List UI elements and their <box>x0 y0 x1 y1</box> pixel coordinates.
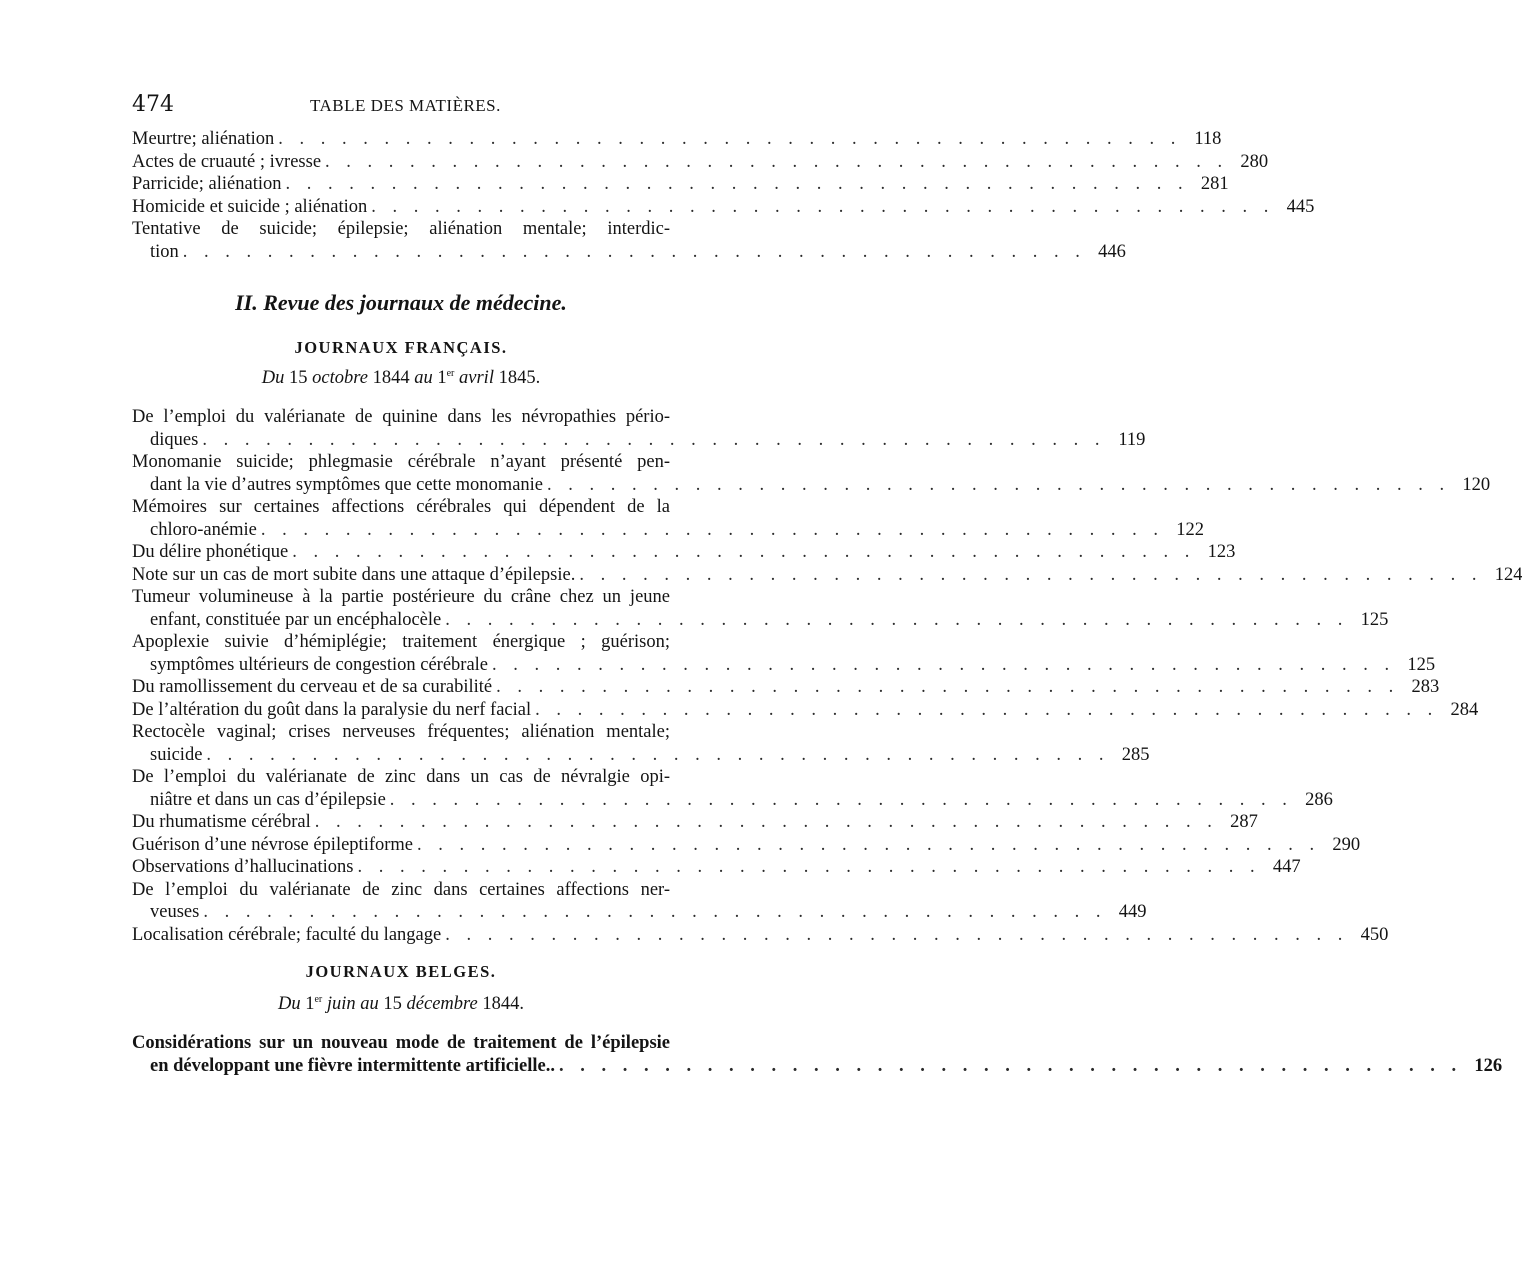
toc-entry-text: dant la vie d’autres symptômes que cette monomanie <box>150 474 544 495</box>
page-number: 474 <box>132 92 174 117</box>
toc-entry-text: Mémoires sur certaines affections cérébrales qui dépendent de la <box>132 497 670 517</box>
toc-page-number: 125 <box>1407 654 1436 675</box>
section-number: II. <box>235 290 258 315</box>
toc-entry-text: Du ramollissement du cerveau et de sa curabilité <box>132 677 493 697</box>
toc-entry-text: Considérations sur un nouveau mode de traitement de l’épilepsie <box>132 1033 670 1053</box>
toc-page-number: 283 <box>1411 677 1440 697</box>
toc-entry <box>132 676 1440 699</box>
dot-leader: . . . . . . . . . . . . . . . . . . . . . . . . . . . . . . . . . . . . . . . . . . . <box>260 519 1164 540</box>
belgian-journals-heading: JOURNAUX BELGES. <box>305 962 497 981</box>
toc-page-number: 123 <box>1207 542 1236 562</box>
page-header <box>132 92 670 118</box>
toc-entry-text: Du délire phonétique <box>132 542 289 562</box>
toc-entry-text: enfant, constituée par un encéphalocèle <box>150 609 442 630</box>
toc-entry <box>132 924 1389 947</box>
dot-leader: . . . . . . . . . . . . . . . . . . . . . . . . . . . . . . . . . . . . . . . . . . . <box>278 129 1182 149</box>
dot-leader: . . . . . . . . . . . . . . . . . . . . . . . . . . . . . . . . . . . . . . . . . . . <box>285 174 1189 194</box>
toc-entry <box>132 766 1333 811</box>
toc-page-number: 122 <box>1176 519 1204 540</box>
toc-entry-text: Actes de cruauté ; ivresse <box>132 151 322 172</box>
dot-leader: . . . . . . . . . . . . . . . . . . . . . . . . . . . . . . . . . . . . . . . . . . . <box>445 609 1349 630</box>
toc-entry-text: De l’emploi du valérianate de zinc dans un cas de névralgie opi- <box>132 767 670 787</box>
toc-entry-text: Localisation cérébrale; faculté du langage <box>132 924 442 945</box>
dot-leader: . . . . . . . . . . . . . . . . . . . . . . . . . . . . . . . . . . . . . . . . . . . <box>535 699 1439 720</box>
toc-page-number: 445 <box>1286 196 1315 217</box>
toc-page-number: 120 <box>1462 474 1491 495</box>
dot-leader: . . . . . . . . . . . . . . . . . . . . . . . . . . . . . . . . . . . . . . . . . . . <box>202 429 1106 450</box>
toc-entry <box>132 151 1269 174</box>
dot-leader: . . . . . . . . . . . . . . . . . . . . . . . . . . . . . . . . . . . . . . . . . . . <box>357 857 1261 877</box>
toc-entry <box>132 128 1222 151</box>
dot-leader: . . . . . . . . . . . . . . . . . . . . . . . . . . . . . . . . . . . . . . . . . . . <box>314 812 1218 832</box>
toc-entry-text: Parricide; aliénation <box>132 174 282 194</box>
toc-entry <box>132 196 1315 219</box>
toc-entry-text: De l’emploi du valérianate de quinine dans les névropathies pério- <box>132 407 670 427</box>
toc-entry-text: Apoplexie suivie d’hémiplégie; traitement énergique ; guérison; <box>132 632 670 652</box>
dot-leader: . . . . . . . . . . . . . . . . . . . . . . . . . . . . . . . . . . . . . . . . . . . <box>389 789 1293 810</box>
toc-entry-text: Tumeur volumineuse à la partie postérieure du crâne chez un jeune <box>132 587 670 607</box>
dot-leader: . . . . . . . . . . . . . . . . . . . . . . . . . . . . . . . . . . . . . . . . . . . <box>371 196 1275 217</box>
toc-page-number: 118 <box>1194 129 1222 149</box>
toc-page-number: 285 <box>1121 744 1150 765</box>
dot-leader: . . . . . . . . . . . . . . . . . . . . . . . . . . . . . . . . . . . . . . . . . . . <box>492 654 1396 675</box>
toc-entry-text: suicide <box>150 744 203 765</box>
toc-entry <box>132 856 1301 879</box>
toc-entry-text: Note sur un cas de mort subite dans une attaque d’épilepsie. <box>132 564 576 585</box>
dot-leader: . . . . . . . . . . . . . . . . . . . . . . . . . . . . . . . . . . . . . . . . . . . <box>203 902 1107 922</box>
dot-leader: . . . . . . . . . . . . . . . . . . . . . . . . . . . . . . . . . . . . . . . . . . . <box>417 834 1321 855</box>
toc-page-number: 281 <box>1200 174 1229 194</box>
toc-entry-text: en développant une fièvre intermittente artificielle.. <box>150 1055 556 1076</box>
belgian-entries-list <box>132 1032 1503 1077</box>
dot-leader: . . . . . . . . . . . . . . . . . . . . . . . . . . . . . . . . . . . . . . . . . . . <box>547 474 1451 495</box>
toc-entry-text: diques <box>150 429 199 450</box>
belgian-date-range: Du 1er juin au 15 décembre 1844. <box>277 993 525 1014</box>
toc-entry-text: niâtre et dans un cas d’épilepsie <box>150 789 386 810</box>
french-entries-list <box>132 406 1522 946</box>
french-journals-heading: JOURNAUX FRANÇAIS. <box>294 338 508 357</box>
toc-entry <box>132 699 1479 722</box>
toc-entry-text: veuses <box>150 902 200 922</box>
dot-leader: . . . . . . . . . . . . . . . . . . . . . . . . . . . . . . . . . . . . . . . . . . . <box>559 1055 1463 1076</box>
toc-entry <box>132 496 1204 541</box>
toc-entry-text: Homicide et suicide ; aliénation <box>132 196 368 217</box>
running-title: TABLE DES MATIÈRES. <box>310 96 501 115</box>
toc-entry <box>132 173 1229 196</box>
french-date-range: Du 15 octobre 1844 au 1er avril 1845. <box>261 367 541 388</box>
dot-leader: . . . . . . . . . . . . . . . . . . . . . . . . . . . . . . . . . . . . . . . . . . . <box>579 564 1483 585</box>
toc-entry <box>132 218 1126 263</box>
toc-entry-text: symptômes ultérieurs de congestion cérébrale <box>150 654 489 675</box>
toc-page-number: 450 <box>1360 924 1389 945</box>
toc-entry <box>132 721 1150 766</box>
section-heading <box>132 290 670 316</box>
toc-entry <box>132 879 1147 924</box>
top-entries-list <box>132 128 1315 263</box>
toc-entry-text: Meurtre; aliénation <box>132 129 275 149</box>
dot-leader: . . . . . . . . . . . . . . . . . . . . . . . . . . . . . . . . . . . . . . . . . . . <box>496 677 1400 697</box>
toc-page-number: 280 <box>1240 151 1269 172</box>
toc-page-number: 449 <box>1118 902 1147 922</box>
section-title: Revue des journaux de médecine. <box>263 290 567 315</box>
toc-page-number: 446 <box>1098 241 1126 262</box>
toc-page-number: 125 <box>1360 609 1389 630</box>
toc-page-number: 447 <box>1272 857 1301 877</box>
toc-entry <box>132 564 1522 587</box>
dot-leader: . . . . . . . . . . . . . . . . . . . . . . . . . . . . . . . . . . . . . . . . . . . <box>325 151 1229 172</box>
dot-leader: . . . . . . . . . . . . . . . . . . . . . . . . . . . . . . . . . . . . . . . . . . . <box>445 924 1349 945</box>
toc-page-number: 284 <box>1450 699 1479 720</box>
toc-page-number: 126 <box>1474 1055 1503 1076</box>
toc-entry-text: De l’altération du goût dans la paralysie du nerf facial <box>132 699 532 720</box>
toc-entry-text: chloro-anémie <box>150 519 257 540</box>
toc-entry-text: Monomanie suicide; phlegmasie cérébrale n’ayant présenté pen- <box>132 452 670 472</box>
toc-page-number: 290 <box>1332 834 1361 855</box>
toc-page-number: 119 <box>1118 429 1146 450</box>
toc-entry-text: Guérison d’une névrose épileptiforme <box>132 834 414 855</box>
toc-entry <box>132 541 1236 564</box>
toc-entry-text: Observations d’hallucinations <box>132 857 354 877</box>
toc-page-number: 124 <box>1494 564 1522 585</box>
toc-entry <box>132 834 1361 857</box>
toc-page-number: 287 <box>1230 812 1258 832</box>
toc-page-number: 286 <box>1305 789 1333 810</box>
dot-leader: . . . . . . . . . . . . . . . . . . . . . . . . . . . . . . . . . . . . . . . . . . . <box>292 542 1196 562</box>
toc-entry <box>132 406 1146 451</box>
toc-entry <box>132 811 1258 834</box>
toc-entry-text: Du rhumatisme cérébral <box>132 812 311 832</box>
toc-entry <box>132 631 1436 676</box>
dot-leader: . . . . . . . . . . . . . . . . . . . . . . . . . . . . . . . . . . . . . . . . . . . <box>182 241 1086 262</box>
toc-entry-text: Tentative de suicide; épilepsie; aliénation mentale; interdic- <box>132 219 670 239</box>
toc-entry <box>132 1032 1503 1077</box>
dot-leader: . . . . . . . . . . . . . . . . . . . . . . . . . . . . . . . . . . . . . . . . . . . <box>206 744 1110 765</box>
toc-entry-text: tion <box>150 241 179 262</box>
toc-entry <box>132 586 1389 631</box>
toc-entry-text: Rectocèle vaginal; crises nerveuses fréquentes; aliénation mentale; <box>132 722 670 742</box>
toc-entry-text: De l’emploi du valérianate de zinc dans certaines affections ner- <box>132 879 670 900</box>
toc-entry <box>132 451 1491 496</box>
